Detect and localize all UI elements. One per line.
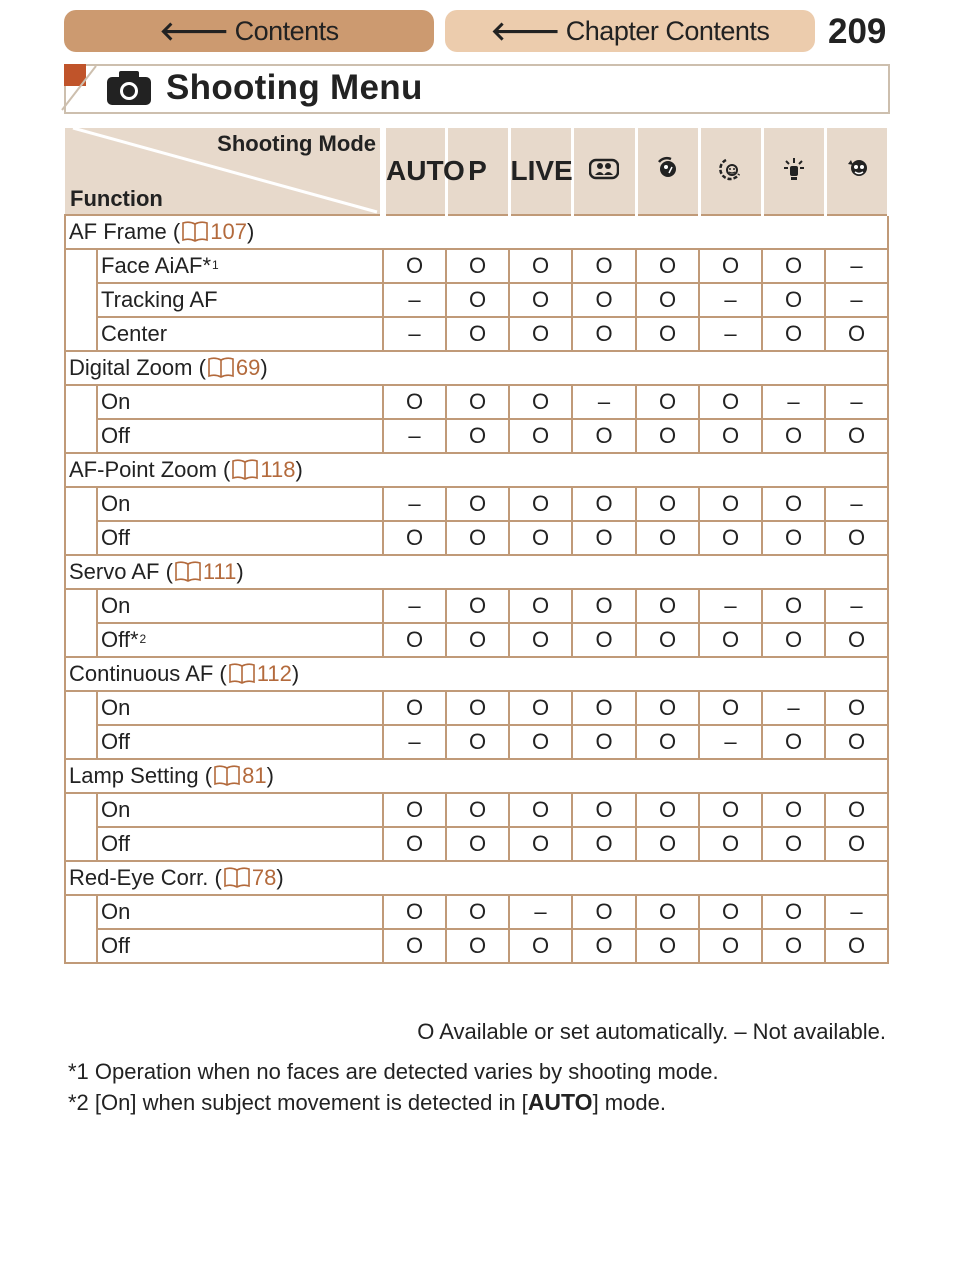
group-row [65, 351, 888, 385]
availability-cell: O [636, 419, 699, 453]
availability-cell: O [509, 419, 572, 453]
availability-cell: O [572, 249, 636, 283]
availability-cell: O [572, 691, 636, 725]
reference-page: 107 [210, 219, 247, 244]
availability-cell: O [636, 691, 699, 725]
availability-cell: O [762, 249, 825, 283]
availability-cell: O [509, 929, 572, 963]
availability-cell: O [699, 385, 762, 419]
availability-cell: O [636, 793, 699, 827]
availability-cell: O [825, 793, 888, 827]
availability-cell: O [699, 521, 762, 555]
function-group-title [65, 555, 888, 589]
group-row [65, 759, 888, 793]
mode-header-auto-mode [383, 128, 465, 215]
close-paren: ) [236, 559, 244, 584]
availability-cell: O [572, 283, 636, 317]
close-paren: ) [260, 355, 268, 380]
function-group-title [65, 453, 888, 487]
page-reference-link[interactable] [180, 219, 247, 244]
function-group-title [65, 759, 888, 793]
table-row [65, 385, 888, 419]
availability-cell: O [383, 827, 446, 861]
footnote-2-post: ] mode. [592, 1090, 666, 1115]
setting-name: Face AiAF* [101, 253, 212, 278]
availability-cell: O [446, 487, 509, 521]
setting-name: Off [101, 831, 130, 856]
availability-cell: O [825, 725, 888, 759]
availability-cell: O [383, 385, 446, 419]
footnote-marker: 1 [212, 258, 219, 272]
availability-cell: O [383, 895, 446, 929]
availability-cell: O [572, 895, 636, 929]
table-row [65, 283, 888, 317]
header-corner [65, 128, 383, 215]
availability-cell: O [446, 929, 509, 963]
close-paren: ) [295, 457, 303, 482]
smart-shutter-icon [717, 156, 745, 182]
setting-label [97, 419, 383, 453]
book-reference-icon [223, 866, 251, 888]
close-paren: ) [276, 865, 284, 890]
indent-cell [65, 589, 97, 623]
function-group-title [65, 351, 888, 385]
availability-cell: O [509, 385, 572, 419]
availability-cell: O [762, 419, 825, 453]
availability-cell: O [636, 521, 699, 555]
availability-cell: O [383, 691, 446, 725]
book-reference-icon [174, 560, 202, 582]
indent-cell [65, 521, 97, 555]
availability-cell: – [509, 895, 572, 929]
availability-cell: O [572, 827, 636, 861]
availability-cell: O [762, 589, 825, 623]
availability-cell: – [699, 725, 762, 759]
table-row [65, 419, 888, 453]
availability-cell: O [572, 317, 636, 351]
availability-cell: O [572, 793, 636, 827]
availability-cell: O [636, 929, 699, 963]
function-name: Lamp Setting ( [69, 763, 213, 788]
setting-name: Off [101, 525, 130, 550]
indent-cell [65, 895, 97, 929]
page-reference-link[interactable] [230, 457, 295, 482]
availability-cell: O [509, 521, 572, 555]
setting-label [97, 827, 383, 861]
availability-cell: O [446, 691, 509, 725]
availability-cell: – [825, 895, 888, 929]
indent-cell [65, 929, 97, 963]
setting-label [97, 623, 383, 657]
availability-cell: O [636, 317, 699, 351]
book-reference-icon [228, 662, 256, 684]
availability-cell: O [762, 487, 825, 521]
availability-cell: O [446, 521, 509, 555]
footnote-2 [68, 1089, 666, 1116]
indent-cell [65, 827, 97, 861]
availability-cell: – [383, 419, 446, 453]
availability-cell: – [762, 385, 825, 419]
availability-cell: – [825, 589, 888, 623]
indent-cell [65, 419, 97, 453]
group-row [65, 657, 888, 691]
availability-cell: – [572, 385, 636, 419]
availability-cell: O [762, 895, 825, 929]
availability-cell: O [825, 827, 888, 861]
availability-cell: O [446, 419, 509, 453]
low-light-icon [781, 156, 807, 182]
back-arrow-icon: 🡐 [490, 15, 560, 46]
availability-cell: O [509, 317, 572, 351]
chapter-contents-button[interactable] [445, 10, 815, 52]
availability-cell: O [825, 317, 888, 351]
legend: O Available or set automatically. – Not available. [417, 1019, 886, 1044]
back-arrow-icon: 🡐 [159, 15, 229, 46]
availability-cell: O [572, 589, 636, 623]
table-row [65, 725, 888, 759]
availability-cell: O [572, 929, 636, 963]
setting-label [97, 793, 383, 827]
availability-cell: O [509, 691, 572, 725]
contents-button[interactable] [64, 10, 434, 52]
page-title: Shooting Menu [166, 68, 423, 107]
setting-label [97, 521, 383, 555]
availability-cell: O [636, 725, 699, 759]
footnote-2-pre: *2 [On] when subject movement is detected in [ [68, 1090, 528, 1115]
availability-cell: – [383, 317, 446, 351]
group-row [65, 453, 888, 487]
availability-cell: O [446, 827, 509, 861]
book-reference-icon [213, 764, 241, 786]
kids-pets-icon [844, 156, 870, 182]
group-row [65, 215, 888, 249]
availability-cell: – [825, 249, 888, 283]
book-reference-icon [181, 220, 209, 242]
indent-cell [65, 725, 97, 759]
availability-cell: O [636, 827, 699, 861]
availability-cell: O [762, 827, 825, 861]
live-mode-label: LIVE [510, 155, 573, 186]
availability-cell: O [383, 623, 446, 657]
function-name: AF-Point Zoom ( [69, 457, 231, 482]
availability-cell: O [383, 929, 446, 963]
availability-cell: O [572, 623, 636, 657]
close-paren: ) [266, 763, 274, 788]
setting-name: On [101, 491, 131, 516]
availability-cell: – [383, 283, 446, 317]
setting-label [97, 317, 383, 351]
availability-cell: – [383, 487, 446, 521]
table-row [65, 249, 888, 283]
auto-mode-label: AUTO [386, 155, 465, 186]
setting-name: On [101, 899, 131, 924]
availability-cell: – [699, 317, 762, 351]
setting-label [97, 691, 383, 725]
availability-cell: – [825, 283, 888, 317]
availability-cell: O [636, 249, 699, 283]
availability-cell: O [383, 521, 446, 555]
setting-name: Off [101, 423, 130, 448]
table-row [65, 521, 888, 555]
availability-cell: – [699, 589, 762, 623]
setting-name: Off* [101, 627, 139, 652]
availability-cell: O [762, 317, 825, 351]
availability-cell: O [446, 725, 509, 759]
group-row [65, 555, 888, 589]
function-name: AF Frame ( [69, 219, 181, 244]
availability-cell: – [383, 725, 446, 759]
availability-cell: O [762, 725, 825, 759]
availability-cell: O [825, 419, 888, 453]
table-row [65, 827, 888, 861]
setting-label [97, 487, 383, 521]
shooting-mode-label: Shooting Mode [217, 131, 376, 156]
setting-label [97, 929, 383, 963]
availability-cell: O [383, 249, 446, 283]
availability-cell: O [825, 521, 888, 555]
availability-cell: O [699, 895, 762, 929]
availability-cell: – [699, 283, 762, 317]
setting-name: Off [101, 729, 130, 754]
availability-cell: O [446, 589, 509, 623]
mode-header-low-light-icon [762, 128, 825, 215]
table-row [65, 929, 888, 963]
availability-cell: O [509, 827, 572, 861]
availability-cell: O [699, 827, 762, 861]
table-row [65, 487, 888, 521]
camera-icon [106, 70, 152, 106]
availability-cell: O [825, 691, 888, 725]
table-row [65, 691, 888, 725]
availability-cell: O [636, 283, 699, 317]
setting-name: On [101, 389, 131, 414]
availability-cell: O [446, 895, 509, 929]
availability-cell: O [825, 623, 888, 657]
availability-cell: O [509, 589, 572, 623]
table-row [65, 623, 888, 657]
indent-cell [65, 317, 97, 351]
availability-cell: O [699, 929, 762, 963]
setting-label [97, 249, 383, 283]
indent-cell [65, 691, 97, 725]
availability-cell: O [699, 623, 762, 657]
availability-cell: O [509, 623, 572, 657]
page-reference-link[interactable] [212, 763, 266, 788]
availability-cell: O [572, 521, 636, 555]
indent-cell [65, 385, 97, 419]
face-self-timer-icon [655, 156, 681, 182]
function-group-title [65, 657, 888, 691]
setting-name: On [101, 593, 131, 618]
availability-cell: O [636, 623, 699, 657]
program-mode-label: P [468, 155, 487, 186]
setting-label [97, 895, 383, 929]
mode-header-smart-shutter-icon [699, 128, 762, 215]
availability-cell: – [383, 589, 446, 623]
function-name: Digital Zoom ( [69, 355, 206, 380]
availability-cell: O [825, 929, 888, 963]
availability-cell: O [509, 725, 572, 759]
availability-cell: O [446, 623, 509, 657]
shooting-menu-table [64, 128, 889, 964]
setting-label [97, 589, 383, 623]
availability-cell: – [825, 385, 888, 419]
title-decoration [60, 62, 100, 114]
reference-page: 81 [242, 763, 267, 788]
availability-cell: O [762, 793, 825, 827]
setting-label [97, 385, 383, 419]
availability-cell: O [509, 487, 572, 521]
setting-name: On [101, 695, 131, 720]
page-reference-link[interactable] [206, 355, 260, 380]
availability-cell: O [572, 725, 636, 759]
reference-page: 118 [260, 457, 296, 482]
availability-cell: O [762, 929, 825, 963]
availability-cell: O [446, 793, 509, 827]
availability-cell: O [446, 385, 509, 419]
availability-cell: O [699, 793, 762, 827]
availability-cell: O [636, 895, 699, 929]
function-name: Continuous AF ( [69, 661, 227, 686]
availability-cell: O [699, 249, 762, 283]
availability-cell: O [446, 317, 509, 351]
mode-header-kids-pets-icon [825, 128, 888, 215]
setting-name: Center [101, 321, 168, 346]
chapter-contents-label: Chapter Contents [565, 15, 770, 46]
footnote-marker: 2 [139, 632, 147, 646]
table-row [65, 589, 888, 623]
table-row [65, 895, 888, 929]
indent-cell [65, 623, 97, 657]
indent-cell [65, 283, 97, 317]
availability-cell: O [509, 793, 572, 827]
page-reference-link[interactable] [227, 661, 292, 686]
availability-cell: O [636, 589, 699, 623]
availability-cell: O [509, 283, 572, 317]
book-reference-icon [231, 458, 259, 480]
contents-label: Contents [234, 15, 339, 46]
page-number: 209 [828, 12, 887, 51]
indent-cell [65, 249, 97, 283]
close-paren: ) [291, 661, 300, 686]
reference-page: 111 [202, 559, 237, 584]
function-label: Function [70, 186, 163, 211]
availability-cell: O [446, 249, 509, 283]
availability-cell: O [699, 691, 762, 725]
reference-page: 112 [256, 661, 292, 686]
close-paren: ) [246, 219, 255, 244]
table-row [65, 793, 888, 827]
setting-name: Tracking AF [101, 287, 218, 312]
indent-cell [65, 487, 97, 521]
function-group-title [65, 861, 888, 895]
reference-page: 78 [251, 865, 277, 890]
availability-cell: O [762, 521, 825, 555]
availability-cell: – [825, 487, 888, 521]
portrait-icon [589, 158, 619, 180]
group-row [65, 861, 888, 895]
availability-cell: O [699, 419, 762, 453]
setting-name: On [101, 797, 131, 822]
setting-name: Off [101, 933, 130, 958]
availability-cell: O [383, 793, 446, 827]
availability-cell: O [636, 385, 699, 419]
function-group-title [65, 215, 888, 249]
availability-cell: O [572, 419, 636, 453]
availability-cell: – [762, 691, 825, 725]
book-reference-icon [207, 356, 235, 378]
availability-cell: O [446, 283, 509, 317]
mode-header-face-self-timer-icon [636, 128, 699, 215]
availability-cell: O [636, 487, 699, 521]
mode-header-portrait-icon [572, 128, 636, 215]
footnote-1: *1 Operation when no faces are detected varies by shooting mode. [68, 1059, 719, 1084]
page-reference-link[interactable] [222, 865, 276, 890]
function-name: Servo AF ( [69, 559, 173, 584]
mode-header-live-mode [509, 128, 572, 215]
availability-cell: O [509, 249, 572, 283]
page-reference-link[interactable] [173, 559, 236, 584]
availability-cell: O [762, 623, 825, 657]
availability-cell: O [572, 487, 636, 521]
indent-cell [65, 793, 97, 827]
availability-cell: O [699, 487, 762, 521]
function-name: Red-Eye Corr. ( [69, 865, 222, 890]
availability-cell: O [762, 283, 825, 317]
reference-page: 69 [235, 355, 261, 380]
setting-label [97, 283, 383, 317]
auto-mode-icon: AUTO [527, 1089, 593, 1115]
setting-label [97, 725, 383, 759]
table-row [65, 317, 888, 351]
